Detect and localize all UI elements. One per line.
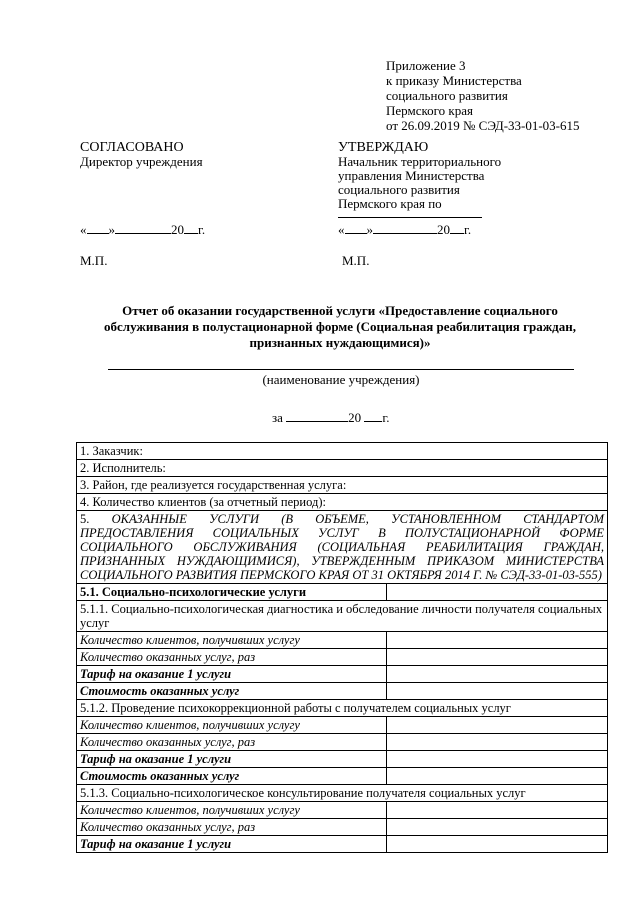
table-row bbox=[77, 584, 608, 601]
date-close-quote: » bbox=[366, 222, 373, 237]
period-blank bbox=[286, 421, 348, 422]
value-cell bbox=[387, 632, 608, 649]
value-cell bbox=[387, 717, 608, 734]
table-row bbox=[77, 819, 608, 836]
appendix-line: от 26.09.2019 № СЭД-33-01-03-615 bbox=[386, 118, 580, 133]
table-row bbox=[77, 477, 608, 494]
approve-seal: М.П. bbox=[342, 253, 370, 268]
table-row bbox=[77, 460, 608, 477]
value-cell bbox=[387, 649, 608, 666]
count-label: Количество оказанных услуг, раз bbox=[77, 819, 387, 836]
year-prefix: 20 bbox=[437, 222, 450, 237]
approve-role-line: Начальник территориального bbox=[338, 154, 502, 169]
year-blank bbox=[450, 233, 464, 234]
table-row bbox=[77, 511, 608, 584]
year-suffix: г. bbox=[464, 222, 472, 237]
approve-heading: УТВЕРЖДАЮ bbox=[338, 140, 429, 155]
institution-name-line bbox=[108, 369, 574, 370]
month-blank bbox=[373, 233, 437, 234]
date-close-quote: » bbox=[108, 222, 115, 237]
value-cell bbox=[387, 734, 608, 751]
value-cell bbox=[387, 819, 608, 836]
period-prefix: за bbox=[272, 410, 283, 425]
value-cell bbox=[387, 802, 608, 819]
approve-role-line: управления Министерства bbox=[338, 168, 485, 183]
customer-cell: 1. Заказчик: bbox=[77, 443, 608, 460]
count-label: Количество оказанных услуг, раз bbox=[77, 734, 387, 751]
table-row bbox=[77, 601, 608, 632]
cost-label: Стоимость оказанных услуг bbox=[77, 683, 387, 700]
value-cell bbox=[387, 751, 608, 768]
approve-role-line: Пермского края по bbox=[338, 196, 442, 211]
table-row bbox=[77, 649, 608, 666]
report-table bbox=[76, 442, 608, 853]
year-blank bbox=[184, 233, 198, 234]
appendix-block bbox=[386, 58, 580, 133]
signature-line bbox=[338, 217, 482, 218]
report-title: Отчет об оказании государственной услуги «Предоставление социального обслуживания в полустационарной форме (Социальная реабилитация граждан, признанных нуждающимися)» bbox=[104, 303, 576, 350]
agreed-heading: СОГЛАСОВАНО bbox=[80, 140, 184, 155]
report-period bbox=[272, 410, 390, 426]
approve-date bbox=[338, 223, 471, 237]
service-heading: 5.1.1. Социально-психологическая диагностика и обследование личности получателя социальных услуг bbox=[77, 601, 608, 632]
date-open-quote: « bbox=[80, 222, 87, 237]
value-cell bbox=[387, 768, 608, 785]
year-suffix: г. bbox=[198, 222, 206, 237]
tariff-label: Тариф на оказание 1 услуги bbox=[77, 836, 387, 853]
service-heading: 5.1.3. Социально-психологическое консультирование получателя социальных услуг bbox=[77, 785, 608, 802]
clients-label: Количество клиентов, получивших услугу bbox=[77, 632, 387, 649]
approve-block bbox=[338, 141, 501, 211]
table-row bbox=[77, 836, 608, 853]
clients-label: Количество клиентов, получивших услугу bbox=[77, 802, 387, 819]
executor-cell: 2. Исполнитель: bbox=[77, 460, 608, 477]
clients-count-cell: 4. Количество клиентов (за отчетный период): bbox=[77, 494, 608, 511]
tariff-label: Тариф на оказание 1 услуги bbox=[77, 751, 387, 768]
services-heading-text: ОКАЗАННЫЕ УСЛУГИ (В ОБЪЕМЕ, УСТАНОВЛЕННОМ СТАНДАРТОМ ПРЕДОСТАВЛЕНИЯ СОЦИАЛЬНЫХ УСЛУГ В ПОЛУСТАЦИОНАРНОЙ ФОРМЕ СОЦИАЛЬНОГО ОБСЛУЖИВАНИЯ (СОЦИАЛЬНАЯ РЕАБИЛИТАЦИЯ ГРАЖДАН, ПРИЗНАННЫХ НУЖДАЮЩИМИСЯ), УТВЕРЖДЕННЫМ ПРИКАЗОМ МИНИСТЕРСТВА СОЦИАЛЬНОГО РАЗВИТИЯ ПЕРМСКОГО КРАЯ ОТ 31 ОКТЯБРЯ 2014 Г. № СЭД-33-01-03-555) bbox=[80, 512, 605, 582]
appendix-line: Пермского края bbox=[386, 103, 473, 118]
table-row bbox=[77, 734, 608, 751]
table-row bbox=[77, 802, 608, 819]
services-number: 5. bbox=[80, 512, 90, 526]
appendix-line: Приложение 3 bbox=[386, 58, 466, 73]
year-prefix: 20 bbox=[171, 222, 184, 237]
period-year-blank bbox=[364, 421, 382, 422]
day-blank bbox=[87, 233, 109, 234]
table-row bbox=[77, 700, 608, 717]
value-cell bbox=[387, 836, 608, 853]
table-row bbox=[77, 443, 608, 460]
table-row bbox=[77, 768, 608, 785]
agreed-block bbox=[80, 141, 203, 169]
date-open-quote: « bbox=[338, 222, 345, 237]
table-row bbox=[77, 683, 608, 700]
table-row bbox=[77, 494, 608, 511]
table-row bbox=[77, 717, 608, 734]
agreed-seal: М.П. bbox=[80, 253, 108, 268]
table-row bbox=[77, 751, 608, 768]
appendix-line: к приказу Министерства bbox=[386, 73, 522, 88]
value-cell bbox=[387, 683, 608, 700]
agreed-role: Директор учреждения bbox=[80, 154, 203, 169]
period-year: 20 bbox=[348, 410, 362, 425]
period-suffix: г. bbox=[382, 410, 390, 425]
table-row bbox=[77, 632, 608, 649]
service-heading: 5.1.2. Проведение психокоррекционной работы с получателем социальных услуг bbox=[77, 700, 608, 717]
services-heading-cell bbox=[77, 511, 608, 584]
table-row bbox=[77, 666, 608, 683]
day-blank bbox=[345, 233, 367, 234]
agreed-date bbox=[80, 223, 205, 237]
appendix-line: социального развития bbox=[386, 88, 508, 103]
district-cell: 3. Район, где реализуется государственная услуга: bbox=[77, 477, 608, 494]
value-cell bbox=[387, 584, 608, 601]
count-label: Количество оказанных услуг, раз bbox=[77, 649, 387, 666]
cost-label: Стоимость оказанных услуг bbox=[77, 768, 387, 785]
clients-label: Количество клиентов, получивших услугу bbox=[77, 717, 387, 734]
approve-role-line: социального развития bbox=[338, 182, 460, 197]
section-heading: 5.1. Социально-психологические услуги bbox=[77, 584, 387, 601]
tariff-label: Тариф на оказание 1 услуги bbox=[77, 666, 387, 683]
value-cell bbox=[387, 666, 608, 683]
table-row bbox=[77, 785, 608, 802]
month-blank bbox=[115, 233, 171, 234]
institution-label: (наименование учреждения) bbox=[262, 372, 420, 387]
